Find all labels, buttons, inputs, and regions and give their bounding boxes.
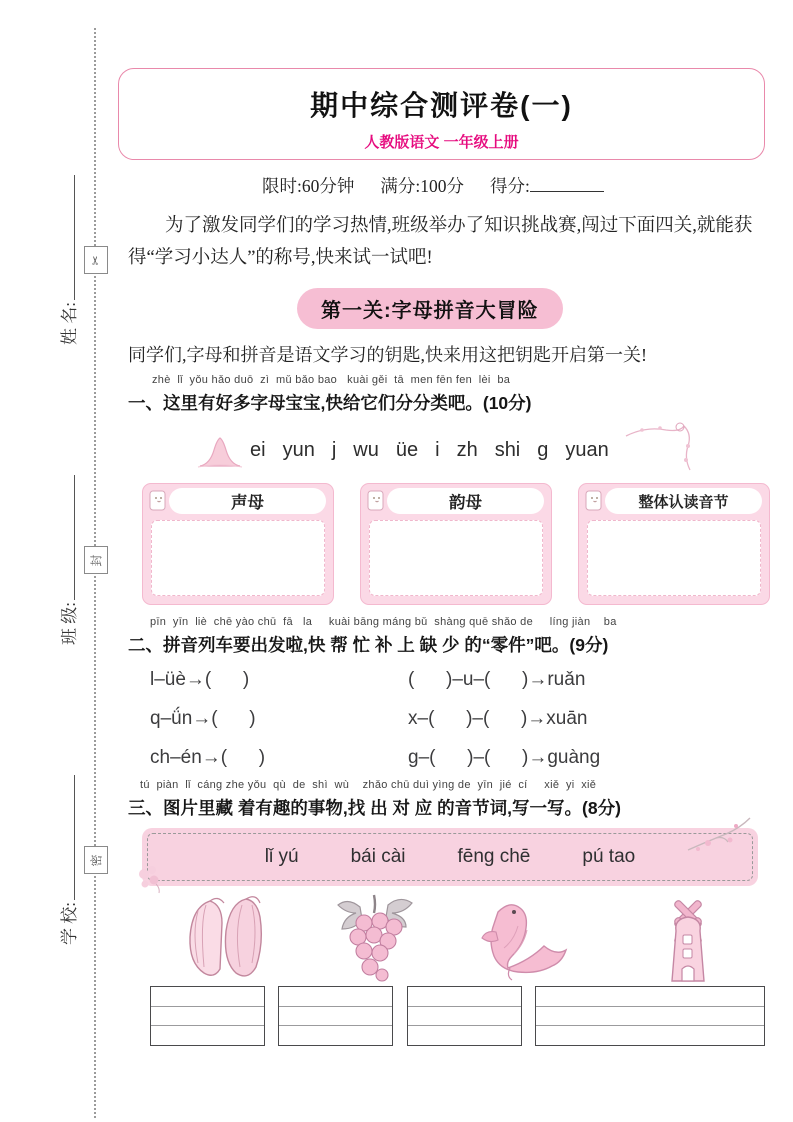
letter-item: yuan — [565, 438, 609, 461]
letter-item: ei — [250, 438, 266, 461]
full-score: 满分:100分 — [380, 176, 464, 196]
category-label-shengmu: 声母 — [169, 488, 326, 514]
q2-pinyin: pīn yīn liè chē yào chū fā la kuài bāng máng bǔ shàng quē shǎo de líng jiàn ba — [150, 616, 617, 628]
score-blank[interactable] — [530, 177, 604, 192]
time-limit: 限时:60分钟 — [262, 176, 355, 196]
writing-grid-4[interactable] — [535, 986, 765, 1046]
school-label: 学 校: — [60, 902, 79, 945]
grapes-picture — [330, 891, 422, 988]
intro-paragraph: 为了激发同学们的学习热情,班级举办了知识挑战赛,闯过下面四关,就能获得“学习小达人”的称号,快来试一试吧! — [128, 216, 753, 268]
answer-area-shengmu[interactable] — [151, 520, 325, 596]
letter-item: i — [435, 438, 440, 461]
section1-lead: 同学们,字母和拼音是语文学习的钥匙,快来用这把钥匙开启第一关! — [128, 345, 647, 365]
letter-item: shi — [494, 438, 521, 461]
page-title: 期中综合测评卷(一) — [310, 90, 573, 121]
fish-picture — [470, 898, 570, 983]
branch-decoration — [686, 816, 752, 856]
mountain-icon — [196, 430, 244, 470]
word-baicai: bái cài — [350, 846, 406, 867]
q2-row[interactable]: ch–én→( ) g–( )–( )→guàng — [150, 746, 601, 768]
vine-decoration — [622, 418, 702, 476]
class-label: 班 级: — [60, 602, 79, 645]
title-box — [118, 68, 765, 160]
blossom-decoration — [132, 860, 166, 894]
letter-item: üe — [395, 438, 419, 461]
section1-banner: 第一关:字母拼音大冒险 — [297, 288, 563, 329]
q2-row[interactable]: q–ǘn→( ) x–( )–( )→xuān — [150, 707, 588, 729]
category-box-yunmu — [360, 483, 552, 605]
answer-area-yunmu[interactable] — [369, 520, 543, 596]
q2-stem: 二、拼音列车要出发啦,快 帮 忙 补 上 缺 少 的“零件”吧。(9分) — [128, 635, 609, 655]
school-blank[interactable] — [60, 775, 75, 900]
class-blank[interactable] — [60, 475, 75, 600]
name-blank[interactable] — [60, 175, 75, 300]
category-box-shengmu — [142, 483, 334, 605]
letter-item: j — [331, 438, 337, 461]
category-box-zhengti — [578, 483, 770, 605]
q3-pinyin: tú piàn lǐ cáng zhe yǒu qù de shì wù zhǎo chū duì yìng de yīn jié cí xiě yi xiě — [140, 779, 597, 791]
book-mascot-icon — [584, 488, 603, 512]
category-label-yunmu: 韵母 — [387, 488, 544, 514]
q1-stem: 一、这里有好多字母宝宝,快给它们分分类吧。(10分) — [128, 393, 532, 413]
writing-grid-1[interactable] — [150, 986, 265, 1046]
answer-area-zhengti[interactable] — [587, 520, 761, 596]
exam-info-row — [262, 173, 604, 198]
letter-item: zh — [456, 438, 478, 461]
letter-item: wu — [353, 438, 379, 461]
cabbage-picture — [180, 893, 298, 985]
q2-exercise-rows — [150, 660, 760, 777]
windmill-picture — [648, 891, 728, 987]
book-mascot-icon — [366, 488, 385, 512]
page-subtitle: 人教版语文 一年级上册 — [364, 134, 519, 151]
letter-item: yun — [282, 438, 315, 461]
score-label: 得分: — [490, 173, 604, 198]
q1-letters-row — [196, 430, 609, 470]
name-label: 姓 名: — [60, 302, 79, 345]
q2-row[interactable]: l–üè→( ) ( )–u–( )→ruǎn — [150, 668, 586, 690]
seal-char-mi: 密 — [84, 846, 108, 874]
q1-pinyin: zhè lǐ yǒu hǎo duō zì mǔ bǎo bao kuài gěi tā men fēn fen lèi ba — [152, 374, 511, 386]
q3-word-bank — [142, 828, 758, 886]
letter-item: g — [537, 438, 549, 461]
book-mascot-icon — [148, 488, 167, 512]
word-fengche: fēng chē — [457, 846, 531, 867]
writing-grid-3[interactable] — [407, 986, 522, 1046]
q3-stem: 三、图片里藏 着有趣的事物,找 出 对 应 的音节词,写一写。(8分) — [128, 798, 621, 818]
writing-grid-2[interactable] — [278, 986, 393, 1046]
scissors-icon: ✂ — [84, 246, 108, 274]
seal-char-feng: 封 — [84, 546, 108, 574]
word-putao: pú tao — [582, 846, 636, 867]
category-label-zhengti: 整体认读音节 — [605, 488, 762, 514]
word-liyu: lǐ yú — [264, 846, 299, 867]
